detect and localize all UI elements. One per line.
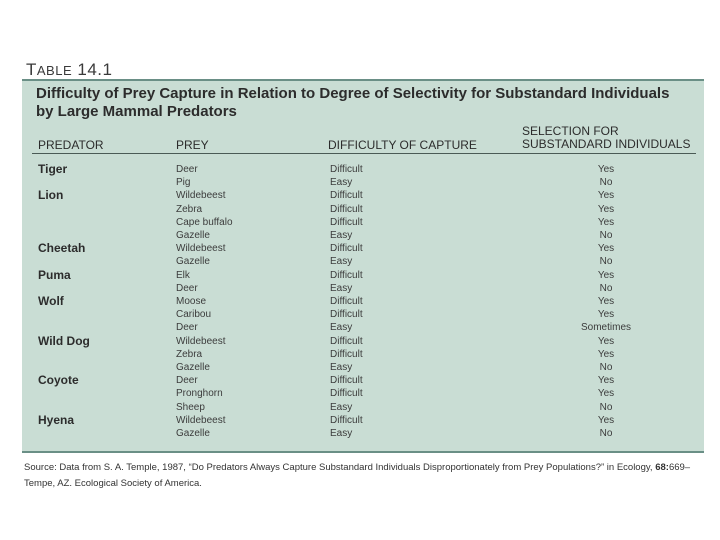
prey-cell: Wildebeest — [176, 335, 226, 347]
prey-cell: Deer — [176, 322, 198, 334]
table-title: Difficulty of Prey Capture in Relation to Degree of Selectivity for Substandard Individuals by Large Mammal Predators — [36, 85, 670, 120]
prey-cell: Deer — [176, 282, 198, 294]
selection-cell: No — [599, 401, 613, 413]
prey-cell: Pig — [176, 177, 191, 189]
predator-label: Coyote — [38, 373, 79, 388]
selection-cell: No — [599, 256, 613, 268]
difficulty-cell: Difficult — [330, 269, 363, 281]
table-label: TABLE 14.1 — [26, 60, 113, 79]
predator-label: Tiger — [38, 162, 68, 176]
selection-cell: Yes — [597, 164, 615, 175]
header-selection-line1: SELECTION FOR — [522, 124, 619, 138]
selection-cell: No — [599, 177, 613, 189]
difficulty-cell: Easy — [330, 282, 353, 294]
prey-cell: Zebra — [176, 203, 203, 215]
prey-cell: Sheep — [176, 401, 205, 413]
predator-label: Hyena — [38, 412, 75, 427]
prey-cell: Deer — [176, 164, 198, 175]
header-selection-line2: SUBSTANDARD INDIVIDUALS — [522, 137, 691, 151]
prey-cell: Gazelle — [176, 428, 210, 439]
predator-label: Puma — [38, 267, 71, 282]
difficulty-cell: Difficult — [330, 388, 363, 400]
selection-cell: No — [599, 230, 613, 241]
selection-cell: Yes — [597, 243, 615, 255]
prey-cell: Wildebeest — [176, 243, 226, 255]
difficulty-cell: Difficult — [330, 348, 363, 360]
selection-cell: Sometimes — [580, 322, 631, 334]
prey-cell: Wildebeest — [176, 190, 226, 202]
difficulty-cell: Difficult — [330, 190, 363, 202]
prey-cell: Deer — [176, 375, 198, 387]
difficulty-cell: Easy — [330, 177, 353, 189]
selection-cell: No — [599, 362, 613, 373]
difficulty-cell: Easy — [330, 401, 353, 413]
table-panel — [22, 81, 704, 453]
selection-cell: Yes — [597, 375, 615, 387]
difficulty-cell: Difficult — [330, 296, 363, 307]
prey-cell: Zebra — [176, 348, 203, 360]
prey-cell: Gazelle — [176, 230, 210, 241]
difficulty-cell: Easy — [330, 428, 353, 439]
prey-cell: Elk — [176, 269, 190, 281]
predator-label: Cheetah — [38, 241, 86, 256]
predator-label: Wolf — [38, 294, 64, 308]
selection-cell: Yes — [597, 296, 615, 307]
prey-cell: Moose — [176, 296, 207, 307]
source-note: Source: Data from S. A. Temple, 1987, “Do Predators Always Capture Substandard Individuals Disproportionately from Prey Populations?” in Ecology, 68:669– Tempe, AZ. Ecological Society of America. — [24, 462, 691, 489]
selection-cell: Yes — [597, 335, 615, 347]
difficulty-cell: Easy — [330, 322, 353, 334]
difficulty-cell: Difficult — [330, 164, 363, 175]
selection-cell: Yes — [597, 414, 615, 426]
difficulty-cell: Difficult — [330, 243, 363, 255]
header-rule — [32, 153, 696, 154]
predator-label: Lion — [38, 188, 64, 203]
selection-cell: Yes — [597, 309, 615, 321]
difficulty-cell: Difficult — [330, 414, 363, 426]
header-predator: PREDATOR — [38, 138, 104, 152]
selection-cell: Yes — [597, 203, 615, 215]
difficulty-cell: Difficult — [330, 335, 363, 347]
header-prey: PREY — [176, 138, 209, 152]
difficulty-cell: Difficult — [330, 309, 363, 321]
selection-cell: No — [599, 282, 613, 294]
difficulty-cell: Easy — [330, 256, 353, 268]
prey-cell: Gazelle — [176, 362, 210, 373]
selection-cell: Yes — [597, 216, 615, 228]
prey-cell: Caribou — [176, 309, 212, 321]
prey-cell: Wildebeest — [176, 414, 226, 426]
difficulty-cell: Difficult — [330, 375, 363, 387]
bottom-rule — [22, 451, 704, 453]
prey-cell: Pronghorn — [176, 388, 223, 400]
difficulty-cell: Easy — [330, 230, 353, 241]
header-difficulty: DIFFICULTY OF CAPTURE — [328, 138, 477, 152]
selection-cell: Yes — [597, 388, 615, 400]
predator-label: Wild Dog — [38, 333, 90, 348]
difficulty-cell: Difficult — [330, 203, 363, 215]
selection-cell: Yes — [597, 348, 615, 360]
prey-cell: Gazelle — [176, 256, 210, 268]
selection-cell: Yes — [597, 269, 615, 281]
selection-cell: Yes — [597, 190, 615, 202]
prey-cell: Cape buffalo — [176, 216, 233, 228]
difficulty-cell: Difficult — [330, 216, 363, 228]
difficulty-cell: Easy — [330, 362, 353, 373]
selection-cell: No — [599, 428, 613, 439]
